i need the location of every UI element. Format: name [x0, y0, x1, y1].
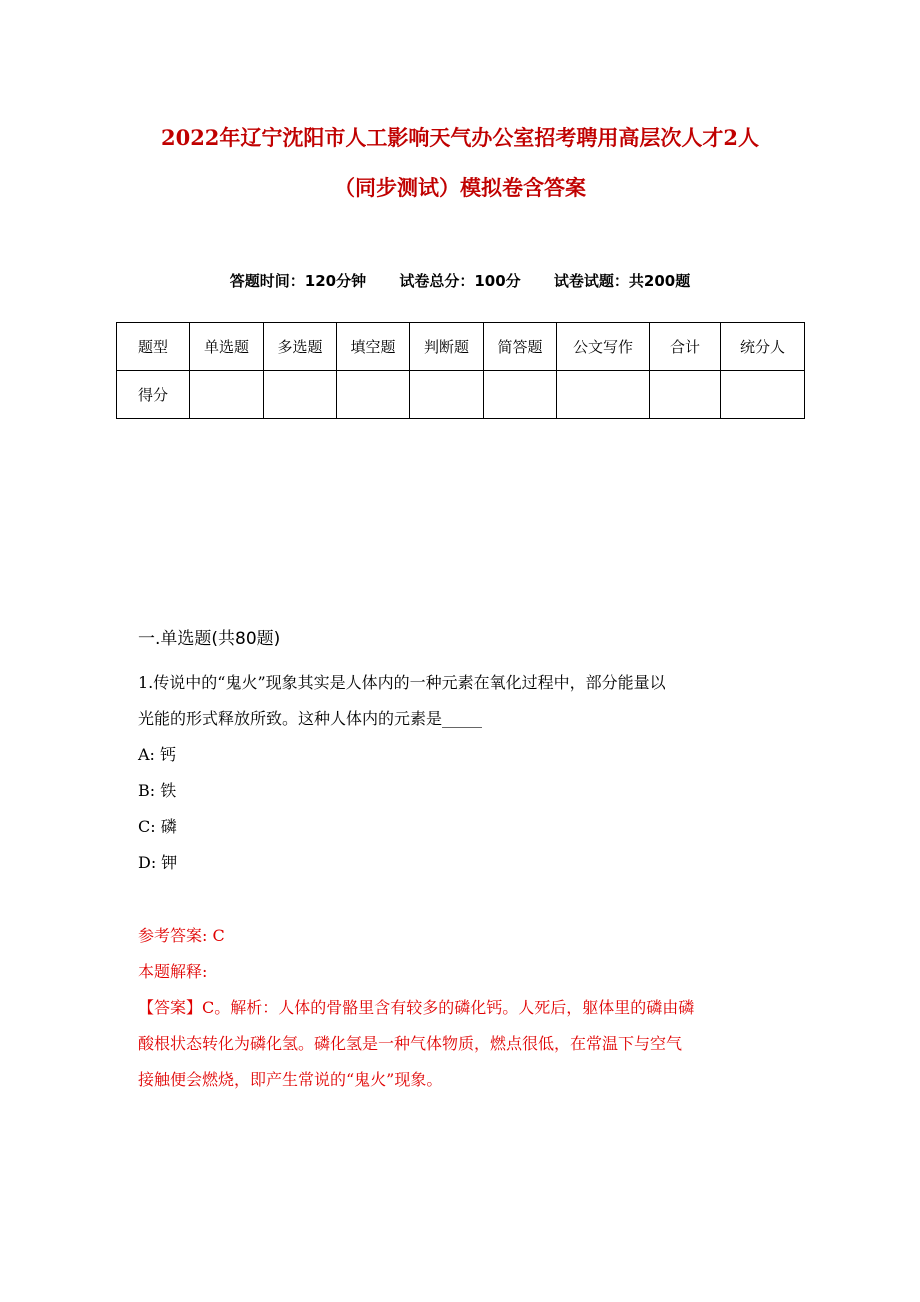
document-title-line-2: （同步测试）模拟卷含答案: [334, 175, 586, 200]
option-b: B: 铁: [138, 781, 177, 800]
score-table-score-row: [117, 371, 805, 419]
document-title-line-1: 2022年辽宁沈阳市人工影响天气办公室招考聘用高层次人才2人: [160, 125, 760, 150]
explanation-line-1: 【答案】C。解析：人体的骨骼里含有较多的磷化钙。人死后，躯体里的磷由磷: [138, 998, 695, 1017]
exam-meta: [0, 270, 920, 291]
header-cell: 合计: [650, 323, 721, 371]
score-cell: [484, 371, 557, 419]
question-stem-line-1: 1.传说中的“鬼火”现象其实是人体内的一种元素在氧化过程中，部分能量以: [138, 673, 666, 692]
header-cell: 公文写作: [557, 323, 650, 371]
score-row-label: 得分: [117, 371, 190, 419]
explanation-line-2: 酸根状态转化为磷化氢。磷化氢是一种气体物质，燃点很低，在常温下与空气: [138, 1034, 683, 1053]
score-table: [116, 322, 805, 419]
header-cell: 统分人: [721, 323, 805, 371]
option-c: C: 磷: [138, 817, 177, 836]
question-stem-line-2: 光能的形式释放所致。这种人体内的元素是_____: [138, 709, 483, 728]
reference-answer: 参考答案: C: [138, 926, 225, 945]
header-cell: 题型: [117, 323, 190, 371]
option-d: D: 钾: [138, 853, 178, 872]
score-cell: [190, 371, 264, 419]
explanation-label: 本题解释:: [138, 962, 208, 981]
score-cell: [721, 371, 805, 419]
header-cell: 判断题: [410, 323, 484, 371]
header-cell: 简答题: [484, 323, 557, 371]
header-cell: 单选题: [190, 323, 264, 371]
score-cell: [264, 371, 337, 419]
option-a: A: 钙: [138, 745, 177, 764]
header-cell: 多选题: [264, 323, 337, 371]
score-cell: [650, 371, 721, 419]
exam-question-count: 试卷试题：共200题: [553, 272, 691, 290]
explanation-line-3: 接触便会燃烧，即产生常说的“鬼火”现象。: [138, 1070, 443, 1089]
score-cell: [337, 371, 410, 419]
score-table-header-row: [117, 323, 805, 371]
score-cell: [410, 371, 484, 419]
exam-total-score: 试卷总分：100分: [399, 272, 521, 290]
section-title: 一.单选题(共80题): [138, 629, 281, 649]
exam-time: 答题时间：120分钟: [229, 272, 367, 290]
header-cell: 填空题: [337, 323, 410, 371]
score-cell: [557, 371, 650, 419]
